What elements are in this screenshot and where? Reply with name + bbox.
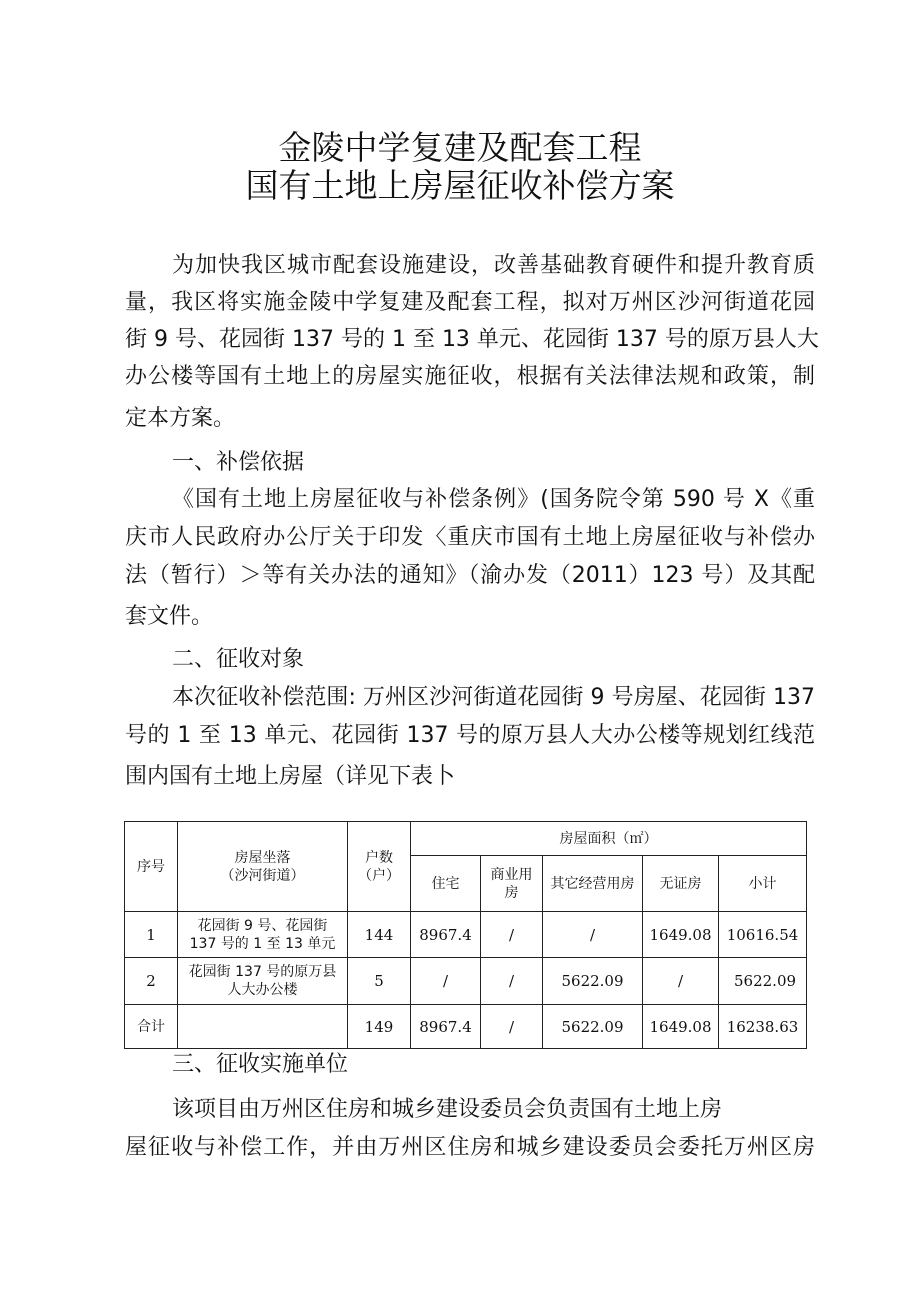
section3-line-1: 该项目由万州区住房和城乡建设委员会负责国有土地上房 bbox=[172, 1097, 723, 1122]
header-commercial-line1: 商业用 bbox=[490, 866, 533, 883]
section2-line-3: 围内国有土地上房屋（详见下表卜 bbox=[125, 764, 456, 789]
cell-location-line2: 137 号的 1 至 13 单元 bbox=[189, 935, 336, 952]
header-location-line2: （沙河街道） bbox=[220, 867, 305, 884]
cell-location bbox=[178, 958, 348, 1005]
cell-households: 144 bbox=[348, 912, 411, 958]
document-title-line2: 国有土地上房屋征收补偿方案 bbox=[245, 166, 675, 205]
header-households-line2: （户） bbox=[358, 867, 400, 884]
section2-heading: 二、征收对象 bbox=[172, 647, 305, 672]
cell-total-label: 合计 bbox=[125, 1005, 178, 1049]
cell-seq: 1 bbox=[125, 912, 178, 958]
cell-total-subtotal: 16238.63 bbox=[719, 1005, 807, 1049]
document-title-line1: 金陵中学复建及配套工程 bbox=[278, 128, 642, 167]
section1-line-4: 套文件。 bbox=[125, 604, 214, 629]
cell-commercial: / bbox=[481, 912, 543, 958]
section3-line-2: 屋征收与补偿工作，并由万州区住房和城乡建设委员会委托万州区房 bbox=[125, 1135, 815, 1160]
intro-line-5: 定本方案。 bbox=[125, 406, 236, 431]
intro-line-2: 量，我区将实施金陵中学复建及配套工程，拟对万州区沙河街道花园 bbox=[125, 290, 815, 315]
cell-commercial: / bbox=[481, 958, 543, 1005]
section1-heading: 一、补偿依据 bbox=[172, 450, 305, 475]
header-commercial-line2: 房 bbox=[504, 884, 519, 901]
cell-total-households: 149 bbox=[348, 1005, 411, 1049]
cell-other-business: / bbox=[543, 912, 643, 958]
cell-total-residential: 8967.4 bbox=[411, 1005, 481, 1049]
cell-households: 5 bbox=[348, 958, 411, 1005]
cell-uncertified: / bbox=[643, 958, 719, 1005]
section1-line-1: 《国有土地上房屋征收与补偿条例》(国务院令第 590 号 X《重 bbox=[172, 487, 815, 512]
header-other-business: 其它经营用房 bbox=[543, 856, 643, 912]
cell-location-line1: 花园街 137 号的原万县 bbox=[188, 964, 337, 980]
section1-line-3: 法（暂行）＞等有关办法的通知》（渝办发（2011）123 号）及其配 bbox=[125, 563, 815, 588]
header-subtotal: 小计 bbox=[719, 856, 807, 912]
intro-line-3: 街 9 号、花园街 137 号的 1 至 13 单元、花园街 137 号的原万县人大 bbox=[125, 327, 819, 352]
cell-location-line2: 人大办公楼 bbox=[227, 982, 298, 998]
table-row bbox=[125, 958, 807, 1005]
cell-uncertified: 1649.08 bbox=[643, 912, 719, 958]
section2-line-1: 本次征收补偿范围: 万州区沙河街道花园街 9 号房屋、花园街 137 bbox=[172, 685, 815, 710]
cell-total-location bbox=[178, 1005, 348, 1049]
header-location-line1: 房屋坐落 bbox=[234, 849, 291, 866]
cell-location-line1: 花园街 9 号、花园街 bbox=[197, 917, 328, 934]
cell-total-commercial: / bbox=[481, 1005, 543, 1049]
table-header-row-1 bbox=[125, 822, 807, 856]
section1-line-2: 庆市人民政府办公厅关于印发〈重庆市国有土地上房屋征收与补偿办 bbox=[125, 525, 815, 550]
table-row bbox=[125, 912, 807, 958]
intro-line-4: 办公楼等国有土地上的房屋实施征收，根据有关法律法规和政策，制 bbox=[125, 364, 815, 389]
header-seq: 序号 bbox=[125, 822, 178, 912]
cell-subtotal: 10616.54 bbox=[719, 912, 807, 958]
cell-residential: / bbox=[411, 958, 481, 1005]
cell-location bbox=[178, 912, 348, 958]
header-uncertified: 无证房 bbox=[643, 856, 719, 912]
header-households-line1: 户数 bbox=[365, 849, 393, 866]
intro-line-1: 为加快我区城市配套设施建设，改善基础教育硬件和提升教育质 bbox=[172, 253, 815, 278]
header-location bbox=[178, 822, 348, 912]
section3-heading: 三、征收实施单位 bbox=[172, 1052, 349, 1077]
cell-residential: 8967.4 bbox=[411, 912, 481, 958]
cell-seq: 2 bbox=[125, 958, 178, 1005]
header-commercial bbox=[481, 856, 543, 912]
table-total-row bbox=[125, 1005, 807, 1049]
cell-total-uncertified: 1649.08 bbox=[643, 1005, 719, 1049]
header-households bbox=[348, 822, 411, 912]
header-residential: 住宅 bbox=[411, 856, 481, 912]
cell-other-business: 5622.09 bbox=[543, 958, 643, 1005]
section2-line-2: 号的 1 至 13 单元、花园街 137 号的原万县人大办公楼等规划红线范 bbox=[125, 723, 815, 748]
cell-subtotal: 5622.09 bbox=[719, 958, 807, 1005]
header-area-group: 房屋面积（㎡） bbox=[411, 822, 807, 856]
cell-total-other-business: 5622.09 bbox=[543, 1005, 643, 1049]
expropriation-table bbox=[124, 821, 807, 1049]
